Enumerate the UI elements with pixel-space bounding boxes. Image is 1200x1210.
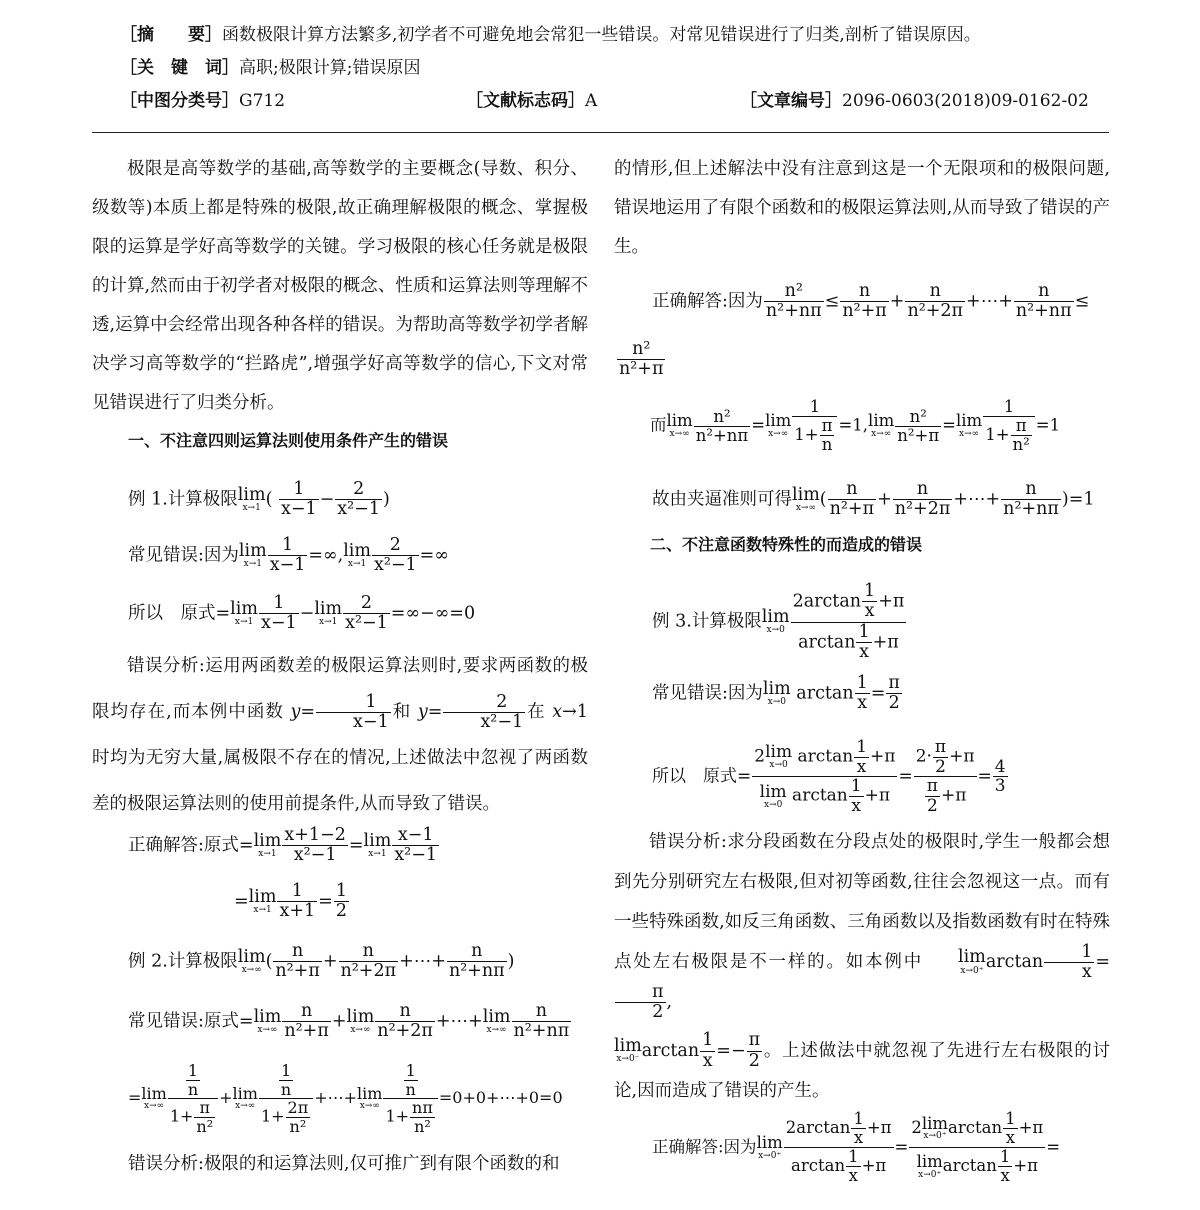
abstract-line <box>120 20 981 45</box>
keywords-line <box>120 53 420 78</box>
error-analysis-3-text: 错误分析:求分段函数在分段点处的极限时,学生一般都会想到先分别研究左右极限,但对初等函数,往往会忽视这一点。而有一些特殊函数,如反三角函数、三角函数以及指数函数有时在特殊点处左右极限是不一样的。如本例中 <box>614 832 1110 972</box>
common-error-1: 常见错误:因为lim x→1 $\frac{1}{x-1}$ =∞,lim x→1 $\frac{2}{\text{x²−1}}$ =∞ <box>128 535 449 576</box>
right-continuation: 的情形,但上述解法中没有注意到这是一个无限项和的极限问题,错误地运用了有限个函数和的极限运算法则,从而导致了错误的产生。 <box>614 159 1110 257</box>
error-analysis-1-text-b: 时均为无穷大量,属极限不存在的情况,上述做法中忽视了两函数差的极限运算法则的使用前提条件,从而导致了错误。 <box>92 748 588 814</box>
error-analysis-1-text: 错误分析:运用两函数差的极限运算法则时,要求两函数的极限均存在,而本例中函数 <box>92 656 588 722</box>
example-3-label: 例 3.计算极限 <box>652 611 762 632</box>
common-error-3-label: 常见错误:因为 <box>652 683 763 704</box>
right-column <box>614 150 1110 267</box>
common-error-2: 常见错误:原式=lim x→∞ $\frac{n}{\text{n²+π}}$ +lim x→∞ $\frac{n}{\text{n²+2π}}$ +⋯+lim x→∞ $\frac{n}{\text{n²+nπ}}$ <box>128 1001 570 1042</box>
artno-label: ［文章编号］ <box>740 91 842 111</box>
squeeze-label: 故由夹逼准则可得 <box>652 489 792 510</box>
section-1-heading: 一、不注意四则运算法则使用条件产生的错误 <box>128 431 449 450</box>
section-2-heading: 二、不注意函数特殊性的而造成的错误 <box>650 535 923 554</box>
doccode-value: A <box>585 91 598 111</box>
clc-value: G712 <box>239 91 286 111</box>
error-analysis-2 <box>128 1150 559 1175</box>
and-label: 而 <box>650 415 667 435</box>
correct-answer-1-label: 正确解答:原式 <box>128 835 239 856</box>
so-original-1-label: 所以 原式 <box>128 603 216 624</box>
intro-paragraph: 极限是高等数学的基础,高等数学的主要概念(导数、积分、级数等)本质上都是特殊的极限,故正确理解极限的概念、掌握极限的运算是学好高等数学的关键。学习极限的核心任务就是极限的计算,然而由于初学者对极限的概念、性质和运算法则等理解不透,运算中会经常出现各种各样的错误。为帮助高等数学初学者解决学习高等数学的“拦路虎”,增强学好高等数学的信心,下文对常见错误进行了归类分析。 <box>92 159 588 413</box>
abstract-label: ［摘 要］ <box>120 25 222 45</box>
common-error-3: 常见错误:因为lim x→0 arctan $\frac{1}{x}$ = $\frac{\pi}{2}$ <box>652 673 900 714</box>
squeeze-conclusion: 故由夹逼准则可得lim x→∞ ( $\frac{n}{\text{n²+π}}$ + $\frac{n}{\text{n²+2π}}$ +⋯+ $\frac{n}{\text{n²+nπ}}$ )=1 <box>652 479 1095 520</box>
artno-field <box>740 86 1089 111</box>
keywords-label: ［关 键 词］ <box>120 58 239 78</box>
doccode-label: ［文献标志码］ <box>466 91 585 111</box>
correct-answer-3-label: 正确解答:因为 <box>652 1137 757 1157</box>
common-error-1-label: 常见错误:因为 <box>128 545 239 566</box>
error-analysis-1: 错误分析:运用两函数差的极限运算法则时,要求两函数的极限均存在,而本例中函数 y= $\frac{1}{x-1}$ 和 y= $\frac{2}{\text{x²−1}}$ 在 x→1 时均为无穷大量,属极限不存在的情况,上述做法中忽视了两函数差的极限运算法则的使用前提条件,从而导致了错误。 <box>92 656 588 814</box>
header-rule <box>92 132 1109 133</box>
so-original-3: 所以 原式= 2lim x→0 arctan $\frac{1}{x}$ +π lim x→0 arctan $\frac{1}{x}$ +π = 2· $\frac{\pi}{2}$ +π $\frac{\pi}{2}$ +π = $\frac{4}{3}$ <box>652 737 1006 817</box>
correct-answer-3: 正确解答:因为lim x→0⁺ 2arctan $\frac{1}{x}$ +π arctan $\frac{1}{x}$ +π = 2lim x→0⁺ arctan $\frac{1}{x}$ +π lim x→0⁺ arctan $\frac{1}{x}$ +π = <box>652 1109 1061 1186</box>
doccode-field <box>466 86 597 111</box>
example-1: 例 1.计算极限lim x→1 ( $\frac{1}{x-1}$ − $\frac{2}{\text{x²−1}}$ ) <box>128 479 390 520</box>
error-analysis-3-text-b: 。上述做法中就忽视了先进行左右极限的讨论,因而造成了错误的产生。 <box>614 1040 1110 1101</box>
error-analysis-2-text: 错误分析:极限的和运算法则,仅可推广到有限个函数的和 <box>128 1154 560 1174</box>
correct-answer-2: 正确解答:因为 $\frac{\text{n²}}{\text{n²+nπ}}$ ≤ $\frac{n}{\text{n²+π}}$ + $\frac{n}{\text{n²+2π}}$ +⋯+ $\frac{n}{\text{n²+nπ}}$ ≤ <box>652 281 1090 322</box>
clc-field <box>120 86 285 111</box>
left-column <box>92 150 588 460</box>
correct-answer-1: 正确解答:原式=lim x→1 $\frac{x+1-2}{\text{x²−1}}$ =lim x→1 $\frac{x-1}{\text{x²−1}}$ <box>128 825 437 866</box>
example-3: 例 3.计算极限lim x→0 2arctan $\frac{1}{x}$ +π arctan $\frac{1}{x}$ +π <box>652 581 905 662</box>
clc-label: ［中图分类号］ <box>120 91 239 111</box>
example-2-label: 例 2.计算极限 <box>128 951 238 972</box>
error-analysis-3: 错误分析:求分段函数在分段点处的极限时,学生一般都会想到先分别研究左右极限,但对初等函数,往往会忽视这一点。而有一些特殊函数,如反三角函数、三角函数以及指数函数有时在特殊点处左右极限是不一样的。如本例中 lim x→0⁺ arctan $\frac{1}{x}$ = $\frac{\pi}{2}$ , lim x→0⁻ arctan $\frac{1}{x}$ =− $\frac{\pi}{2}$ 。上述做法中就忽视了先进行左右极限的讨论,因而造成了错误的产生。 <box>614 832 1110 1101</box>
correct-answer-2-bound: $\frac{\text{n²}}{\text{n²+π}}$ <box>619 339 664 380</box>
correct-answer-2-limits: 而lim x→∞ $\frac{\text{n²}}{\text{n²+nπ}}$ =lim x→∞ 1 1+ $\frac{\pi}{n}$ =1,lim x→∞ $\frac{\text{n²}}{\text{n²+π}}$ =lim x→∞ 1 1+ $\frac{\pi}{\text{n²}}$ =1 <box>650 397 1061 455</box>
so-original-3-label: 所以 原式 <box>652 766 737 787</box>
keywords-text: 高职;极限计算;错误原因 <box>239 58 421 78</box>
example-1-label: 例 1.计算极限 <box>128 489 238 510</box>
artno-value: 2096-0603(2018)09-0162-02 <box>842 91 1089 111</box>
abstract-text: 函数极限计算方法繁多,初学者不可避免地会常犯一些错误。对常见错误进行了归类,剖析了错误原因。 <box>222 25 981 45</box>
so-original-1: 所以 原式=lim x→1 $\frac{1}{x-1}$ −lim x→1 $\frac{2}{\text{x²−1}}$ =∞−∞=0 <box>128 593 476 634</box>
correct-answer-2-label: 正确解答:因为 <box>652 291 763 312</box>
common-error-2-label: 常见错误:原式 <box>128 1011 239 1032</box>
correct-answer-1-result: =lim x→1 $\frac{1}{x+1}$ = $\frac{1}{2}$ <box>234 881 347 922</box>
common-error-2-expansion: =lim x→∞ $\frac{1}{n}$ 1+ $\frac{\pi}{\text{n²}}$ +lim x→∞ $\frac{1}{n}$ 1+ $\frac{2\pi}{\text{n²}}$ +⋯+lim x→∞ $\frac{1}{n}$ 1+ $\frac{n\pi}{\text{n²}}$ =0+0+⋯+0=0 <box>128 1061 563 1136</box>
example-2: 例 2.计算极限lim x→∞ ( $\frac{n}{\text{n²+π}}$ + $\frac{n}{\text{n²+2π}}$ +⋯+ $\frac{n}{\text{n²+nπ}}$ ) <box>128 941 515 982</box>
